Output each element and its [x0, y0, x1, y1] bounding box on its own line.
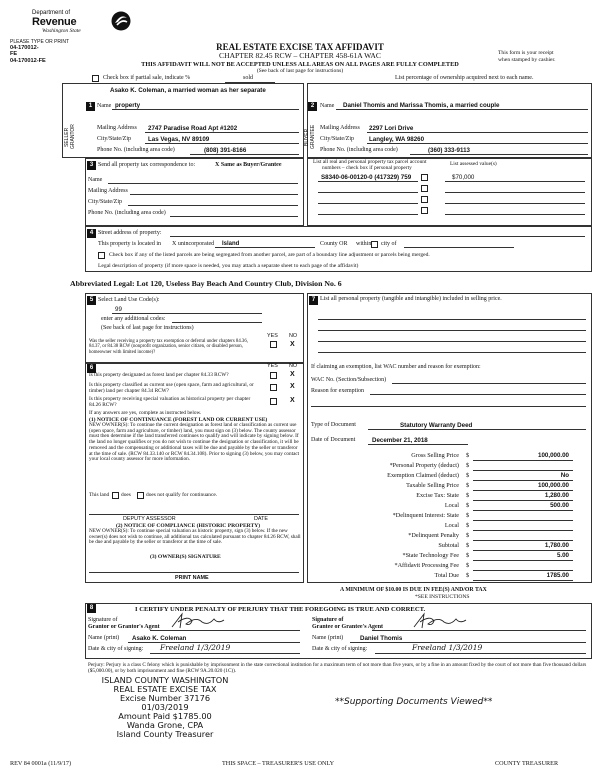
instructions-note: (See back of last page for instructions) — [256, 68, 344, 74]
calc-row: Gross Selling Price $ 100,000.00 — [311, 452, 587, 461]
notice2-body: NEW OWNER(S): To continue special valuation as historic property, sign (3) below. If the new owner(s) does not wish to continue, all additional tax calculated pursuant to chapter 84.26 RCW, shall be due and payable by the seller or transferor at the time of sale. — [89, 528, 301, 546]
calc-row: Taxable Selling Price $ 100,000.00 — [311, 482, 587, 491]
parcel-checkbox-2[interactable] — [421, 185, 428, 192]
does-label: does — [121, 492, 131, 498]
grantor-name-label: Name (print) — [88, 635, 120, 641]
assessed-header: List assessed value(s) — [450, 161, 497, 167]
treasurer-stamp — [80, 676, 250, 739]
section-4-number: 4 — [87, 229, 96, 238]
grantee-date-city[interactable]: Freeland 1/3/2019 — [412, 643, 483, 652]
receipt-note-2: when stamped by cashier. — [498, 57, 556, 63]
stamp-line-3: Excise Number 37176 — [119, 693, 211, 703]
grantor-date-city[interactable]: Freeland 1/3/2019 — [160, 643, 231, 652]
seller-phone[interactable]: (808) 391-8166 — [204, 147, 247, 154]
sig-grantee-label-1: Signature of — [312, 617, 344, 623]
buyer-address-label: Mailing Address — [320, 125, 360, 131]
section-8-number: 8 — [87, 604, 96, 613]
grantor-signature[interactable] — [168, 611, 228, 631]
calc-row: Exemption Claimed (deduct) $ No — [311, 472, 587, 481]
seller-name-2[interactable]: property — [115, 102, 141, 109]
revenue-logo — [28, 10, 148, 36]
stamp-line-7: Island County Treasurer — [116, 729, 214, 739]
stamp-line-4: 01/03/2019 — [141, 702, 189, 712]
sig-grantor-label-1: Signature of — [88, 617, 118, 623]
s5-yes: YES — [267, 333, 278, 339]
seller-phone-label: Phone No. (including area code) — [97, 147, 175, 153]
seller-address[interactable]: 2747 Paradise Road Apt #1202 — [148, 125, 238, 132]
calc-row: *Affidavit Processing Fee $ — [311, 562, 587, 571]
calc-row: Excise Tax: State $ 1,280.00 — [311, 492, 587, 501]
seller-address-label: Mailing Address — [97, 125, 137, 131]
doc-type-label: Type of Document — [311, 422, 356, 428]
deputy-assessor: DEPUTY ASSESSOR — [123, 516, 176, 522]
corr-city-label: City/State/Zip — [88, 199, 122, 205]
stamp-line-1: ISLAND COUNTY WASHINGTON — [101, 675, 229, 685]
calc-row: Local $ 500.00 — [311, 502, 587, 511]
certify-statement: I CERTIFY UNDER PENALTY OF PERJURY THAT THE FOREGOING IS TRUE AND CORRECT. — [135, 606, 426, 613]
treasurer-use-only: THIS SPACE – TREASURER'S USE ONLY — [222, 760, 335, 767]
logo-dept: Department of — [32, 10, 71, 16]
within-label: within — [356, 241, 372, 247]
legal-label: Legal description of property (if more space is needed, you may attach a separate sheet to each page of the affidavit) — [98, 263, 359, 269]
calc-note-1: A MINIMUM OF $10.00 IS DUE IN FEE(S) AND/OR TAX — [340, 587, 487, 593]
receipt-note-1: This form is your receipt — [498, 50, 554, 56]
street-label: Street address of property: — [98, 230, 162, 236]
calc-row: *Delinquent Penalty $ — [311, 532, 587, 541]
grantor-print-name[interactable]: Asako K. Coleman — [132, 635, 187, 642]
s5-yes-checkbox[interactable] — [270, 341, 277, 348]
doc-date-label: Date of Document — [311, 437, 356, 443]
form-subtitle: CHAPTER 82.45 RCW – CHAPTER 458-61A WAC — [219, 51, 381, 60]
print-note: PLEASE TYPE OR PRINT — [10, 39, 70, 45]
parcel-number[interactable]: S8340-06-00120-0 (417329) 759 — [321, 174, 412, 181]
doc-date-value[interactable]: December 21, 2018 — [372, 437, 428, 444]
county-treasurer: COUNTY TREASURER — [495, 760, 559, 767]
reason-label: Reason for exemption — [311, 388, 364, 394]
s6-a2: X — [290, 383, 295, 390]
ownership-note: List percentage of ownership acquired next to each name. — [395, 75, 534, 81]
notice1-body: NEW OWNER(S): To continue the current designation as forest land or classification as current use (open space, farm and agriculture, or timber) land, you must sign on (3) below. The county assessor must then determine if the land transferred continues to qualify and will indicate by signing below. If the land no longer qualifies or you do not wish to continue the designation or classification, it will be removed and the compensating or additional taxes will be due and payable by the seller or transferor at the time of sale. (RCW 84.33.140 or RCW 84.34.108). Prior to signing (3) below, you may contact your local county assessor for more information. — [89, 422, 300, 463]
corr-name-label: Name — [88, 177, 103, 183]
buyer-side-label: BUYER GRANTEE — [304, 124, 316, 150]
land-use-see-back: (See back of last page for instructions) — [101, 325, 194, 331]
supporting-docs-stamp: **Supporting Documents Viewed** — [335, 697, 493, 707]
s5-question: Was the seller receiving a property tax exemption or deferral under chapters 84.36, 84.37, or 84.38 RCW (nonprofit organization, senior citizen, or disabled person, homeowner with limited income)? — [89, 339, 248, 355]
seller-name-label: Name — [97, 103, 112, 109]
s6-yes: YES — [267, 363, 278, 369]
seller-city[interactable]: Las Vegas, NV 89109 — [148, 136, 210, 143]
doc-id-1: 04-170012-FE — [10, 45, 39, 57]
s6-q1: Is this property designated as forest land per chapter 84.33 RCW? — [89, 372, 229, 378]
wac-label: WAC No. (Section/Subsection) — [311, 377, 387, 383]
section-6-number: 6 — [87, 364, 96, 373]
form-title: REAL ESTATE EXCISE TAX AFFIDAVIT — [216, 42, 384, 52]
s6-q1-yes[interactable] — [270, 372, 277, 379]
abbreviated-legal: Abbreviated Legal: Lot 120, Useless Bay Beach And Country Club, Division No. 6 — [70, 279, 342, 288]
partial-sale-checkbox[interactable] — [92, 75, 99, 82]
city-of-label: city of — [381, 241, 397, 247]
does-not-label: does not qualify for continuance. — [146, 492, 218, 498]
s6-any-yes: If any answers are yes, complete as instructed below. — [89, 410, 202, 416]
s6-q3-yes[interactable] — [270, 398, 277, 405]
located-label: This property is located in — [98, 241, 161, 247]
s5-answer: X — [290, 341, 295, 348]
s6-q2-yes[interactable] — [270, 384, 277, 391]
within-checkbox[interactable] — [371, 241, 378, 248]
partial-sale-value: sold — [243, 75, 254, 81]
does-checkbox[interactable] — [112, 492, 119, 499]
section-1-number: 1 — [86, 102, 95, 111]
parcel-header-1: List all real and personal property tax parcel account — [313, 159, 427, 165]
s6-a3: X — [290, 397, 295, 404]
calc-row: *Delinquent Interest: State $ — [311, 512, 587, 521]
grantee-print-name[interactable]: Daniel Thomis — [360, 635, 403, 642]
county-or-label: County OR — [320, 241, 348, 247]
deputy-date: DATE — [254, 516, 268, 522]
buyer-phone-label: Phone No. (including area code) — [320, 147, 398, 153]
stamp-line-2: REAL ESTATE EXCISE TAX — [113, 684, 217, 694]
calc-row: Local $ — [311, 522, 587, 531]
correspondence-label: Send all property tax correspondence to: — [98, 162, 196, 168]
owner-signature-label: (3) OWNER(S) SIGNATURE — [150, 554, 221, 560]
calc-row: *State Technology Fee $ 5.00 — [311, 552, 587, 561]
revenue-logo-icon — [110, 10, 132, 32]
land-use-label: Select Land Use Code(s): — [98, 297, 160, 303]
logo-name: Revenue — [32, 16, 77, 28]
seller-name-1[interactable]: Asako K. Coleman, a married woman as her separate — [110, 87, 266, 94]
section-2-number: 2 — [308, 102, 317, 111]
print-name-label: PRINT NAME — [175, 575, 209, 581]
calc-note-2: *SEE INSTRUCTIONS — [415, 594, 470, 600]
seller-city-label: City/State/Zip — [97, 136, 131, 142]
calc-row: Subtotal $ 1,780.00 — [311, 542, 587, 551]
partial-sale-label: Check box if partial sale, indicate % — [103, 75, 191, 81]
corr-address-label: Mailing Address — [88, 188, 128, 194]
buyer-address[interactable]: 2297 Lori Drive — [369, 125, 414, 132]
additional-codes: enter any additional codes: — [101, 316, 166, 322]
doc-type-value[interactable]: Statutory Warranty Deed — [400, 422, 473, 429]
s6-no: NO — [289, 363, 298, 369]
sig-grantee-label-2: Grantee or Grantee's Agent — [312, 624, 384, 630]
assessed-value[interactable]: $70,000 — [452, 174, 475, 181]
grantee-signature[interactable] — [410, 611, 470, 631]
s5-no: NO — [289, 333, 298, 339]
buyer-name[interactable]: Daniel Thomis and Marissa Thomis, a married couple — [343, 102, 500, 109]
corr-phone-label: Phone No. (including area code) — [88, 210, 166, 216]
buyer-city-label: City/State/Zip — [320, 136, 354, 142]
sig-grantor-label-2: Grantor or Grantor's Agent — [88, 624, 160, 630]
buyer-city[interactable]: Langley, WA 98260 — [369, 136, 425, 143]
calc-row: *Personal Property (deduct) $ — [311, 462, 587, 471]
grantee-name-label: Name (print) — [312, 635, 344, 641]
correspondence-value: X Same as Buyer/Grantee — [215, 162, 282, 168]
section-7-number: 7 — [309, 296, 318, 305]
form-warning: THIS AFFIDAVIT WILL NOT BE ACCEPTED UNLESS ALL AREAS ON ALL PAGES ARE FULLY COMPLETED — [141, 61, 459, 68]
land-does: This land — [89, 492, 110, 498]
perjury-notice: Perjury: Perjury is a class C felony which is punishable by imprisonment in the state correctional institution for a maximum term of not more than five years, or by a fine in an amount fixed by the court of not more than five thousand dollars ($5,000.00), or by both imprisonment and fine (RCW 9A.20.020 (1C)). — [88, 662, 587, 674]
located-county: Island — [222, 241, 240, 247]
buyer-phone[interactable]: (360) 333-9113 — [428, 147, 470, 154]
s6-q2: Is this property classified as current use (open space, farm and agricultural, or timber) land per chapter 84.34 RCW? — [89, 382, 254, 394]
doc-id-2: 04-170012-FE — [10, 58, 46, 64]
logo-state: Washington State — [42, 28, 81, 34]
grantor-date-label: Date & city of signing: — [88, 646, 144, 652]
segregated-checkbox[interactable] — [98, 252, 105, 259]
parcel-header-2: numbers – check box if personal property — [322, 165, 412, 171]
s6-a1: X — [290, 371, 295, 378]
parcel-checkbox-4[interactable] — [421, 207, 428, 214]
section-3-number: 3 — [87, 161, 96, 170]
located-value: X unincorporated — [172, 241, 215, 247]
buyer-name-label: Name — [320, 103, 335, 109]
form-number: REV 84 0001a (11/9/17) — [10, 760, 72, 767]
calc-row: Total Due $ 1785.00 — [311, 572, 587, 581]
notice1-title: (1) NOTICE OF CONTINUANCE (FOREST LAND OR CURRENT USE) — [89, 417, 268, 423]
parcel-checkbox-1[interactable] — [421, 174, 428, 181]
grantee-date-label: Date & city of signing: — [312, 646, 368, 652]
wac-intro: If claiming an exemption, list WAC number and reason for exemption: — [311, 364, 481, 370]
stamp-line-6: Wanda Grone, CPA — [126, 720, 204, 730]
notice2-title: (2) NOTICE OF COMPLIANCE (HISTORIC PROPERTY) — [116, 523, 261, 529]
land-use-value[interactable]: 99 — [115, 306, 122, 313]
segregated-label: Check box if any of the listed parcels are being segregated from another parcel, are part of a boundary line adjustment or parcels being merged. — [109, 252, 430, 258]
stamp-line-5: Amount Paid $1785.00 — [118, 711, 212, 721]
does-not-checkbox[interactable] — [137, 492, 144, 499]
s6-q3: Is this property receiving special valuation as historical property per chapter 84.26 RCW? — [89, 396, 251, 408]
seller-side-label: SELLER GRANTOR — [64, 124, 76, 150]
section-5-number: 5 — [87, 296, 96, 305]
personal-property-label: List all personal property (tangible and intangible) included in selling price. — [320, 296, 502, 302]
parcel-checkbox-3[interactable] — [421, 196, 428, 203]
